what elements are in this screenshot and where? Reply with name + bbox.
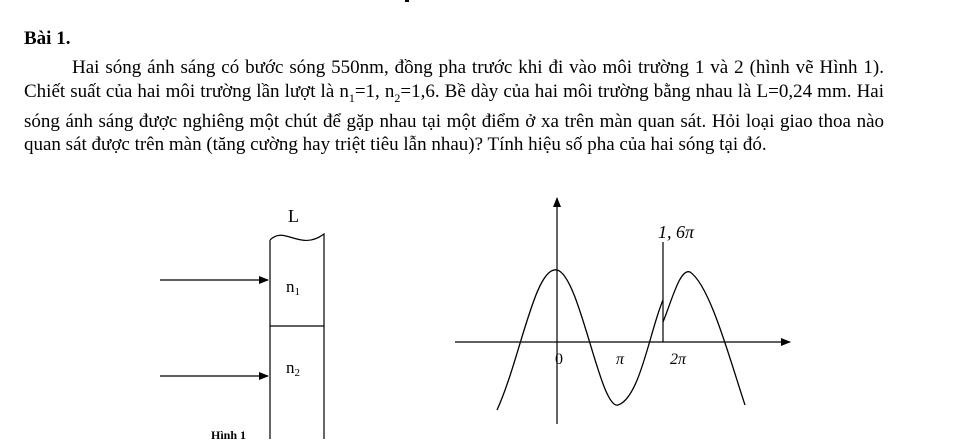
- figure-caption: Hình 1: [211, 428, 247, 442]
- medium1-label: n1: [286, 277, 300, 298]
- origin-label: 0: [555, 351, 563, 368]
- medium2-label: n2: [286, 358, 300, 379]
- phase-label: 1, 6π: [658, 222, 695, 242]
- problem-text: Hai sóng ánh sáng có bước sóng 550nm, đồng pha trước khi đi vào môi trường 1 và 2 (hình vẽ Hình 1). Chiết suất của hai môi trường lần lượt là $n_1=1$, $n_2=1,6$. Bề dày của hai môi trường bằng nhau là L=0,24 mm. Hai sóng ánh sáng được nghiêng một chút để gặp nhau tại một điểm ở xa trên màn quan sát. Hỏi loại giao thoa nào quan sát được trên màn (tăng cường hay triệt tiêu lẫn nhau)? Tính hiệu số pha của hai sóng tại đó.: [24, 57, 884, 156]
- media-outline: [270, 234, 324, 439]
- two-pi-label: 2π: [670, 351, 687, 368]
- pi-label: π: [616, 351, 625, 368]
- wave-curve-2: [663, 272, 745, 405]
- media-block: [270, 234, 324, 439]
- thickness-label: L: [288, 206, 299, 226]
- wave-curve-1: [497, 270, 663, 410]
- problem-title: Bài 1.: [24, 28, 71, 49]
